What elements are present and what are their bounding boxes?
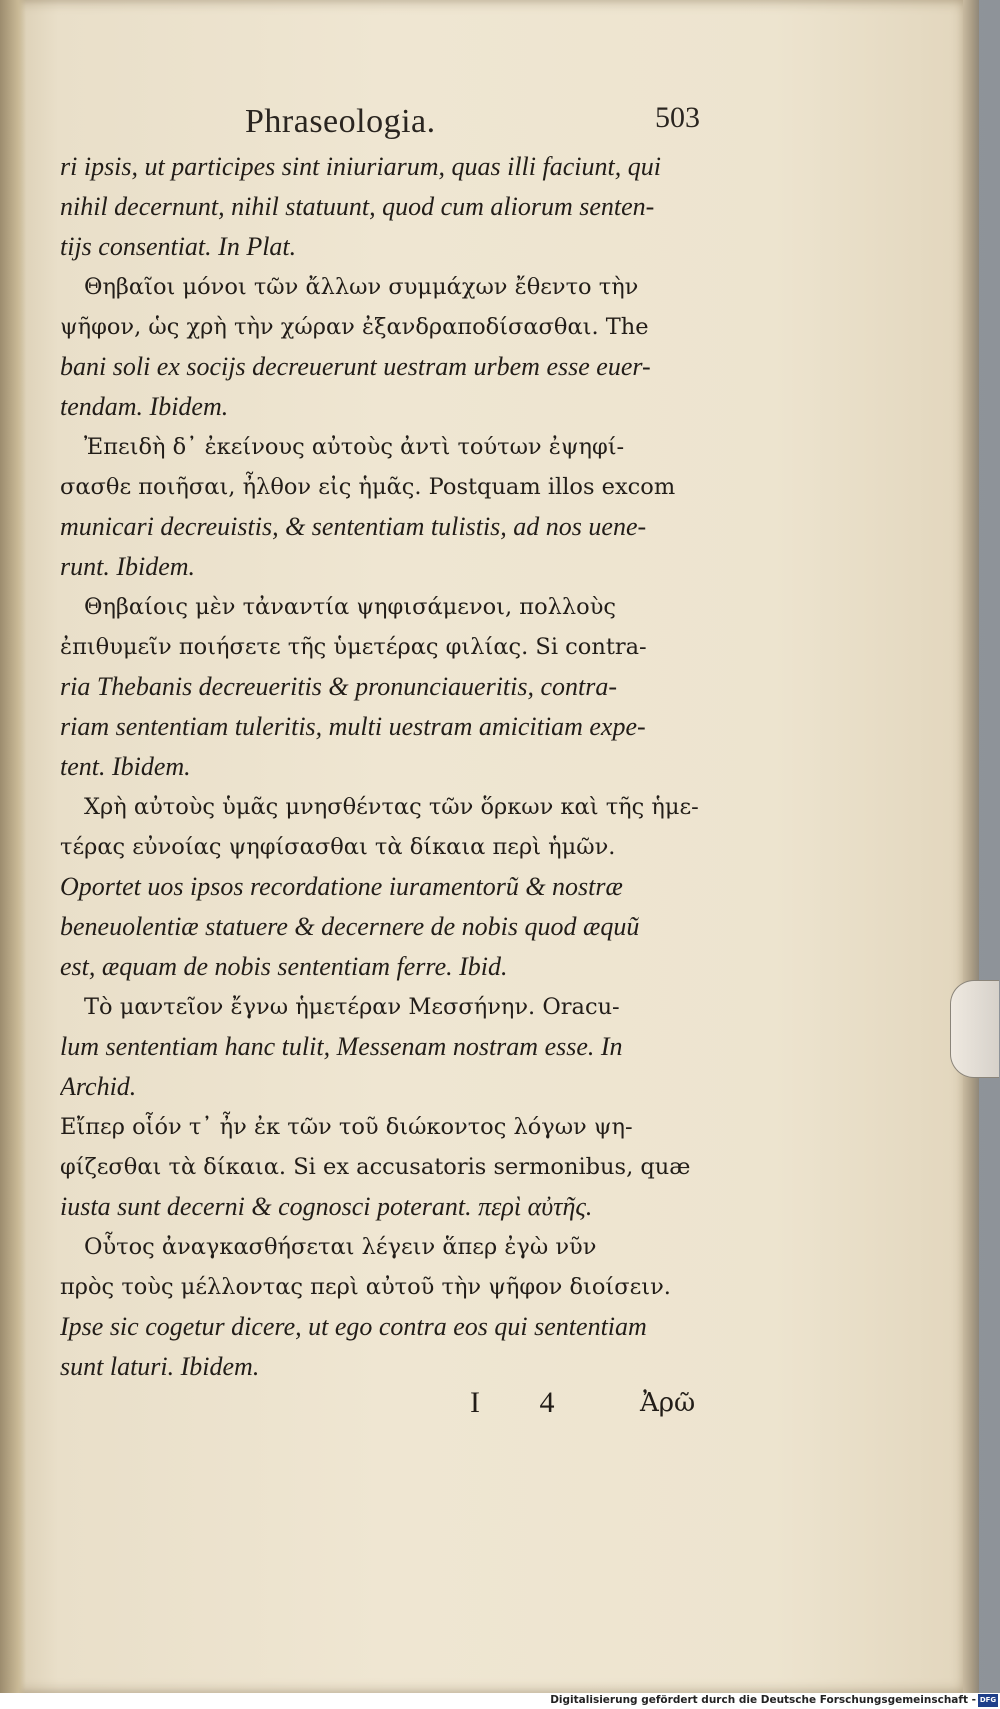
text-line: Oportet uos ipsos recordatione iuramentorũ & nostræ (60, 872, 623, 901)
page-header (245, 103, 700, 143)
text-line: ἐπιθυμεῖν ποιήσετε τῆς ὑμετέρας φιλίας. Si contra- (60, 634, 647, 660)
digitization-credit: Digitalisierung gefördert durch die Deutsche Forschungsgemeinschaft - (550, 1694, 976, 1706)
text-line: tent. Ibidem. (60, 752, 191, 781)
running-title: Phraseologia. (245, 103, 436, 140)
text-line: σασθε ποιῆσαι, ἦλθον εἰς ἡμᾶς. Postquam illos excom (60, 474, 676, 500)
text-line: Ἐπειδὴ δ᾽ ἐκείνους αὐτοὺς ἀντὶ τούτων ἐψηφί- (84, 434, 625, 460)
text-line: runt. Ibidem. (60, 552, 196, 581)
folio-number: 503 (655, 101, 700, 134)
catchword: Ἀρῶ (640, 1388, 696, 1418)
text-line: ri ipsis, ut participes sint iniuriarum, quas illi faciunt, qui (60, 152, 661, 181)
dfg-logo: DFG (978, 1694, 998, 1707)
text-line: Οὗτος ἀναγκασθήσεται λέγειν ἅπερ ἐγὼ νῦν (84, 1234, 597, 1260)
text-line: Χρὴ αὐτοὺς ὑμᾶς μνησθέντας τῶν ὅρκων καὶ τῆς ἡμε- (84, 794, 699, 820)
text-line: bani soli ex socijs decreuerunt uestram urbem esse euer- (60, 352, 651, 381)
text-line: municari decreuistis, & sententiam tulistis, ad nos uene- (60, 512, 647, 541)
scan-footer (0, 1693, 1000, 1709)
text-line: ria Thebanis decreueritis & pronunciaueritis, contra- (60, 672, 618, 701)
text-line: φίζεσθαι τὰ δίκαια. Si ex accusatoris sermonibus, quæ (60, 1154, 691, 1180)
text-line: tijs consentiat. In Plat. (60, 232, 297, 261)
text-line: Θηβαῖοι μόνοι τῶν ἄλλων συμμάχων ἔθεντο τὴν (84, 274, 639, 300)
text-line: sunt laturi. Ibidem. (60, 1352, 260, 1381)
signature-mark: I 4 (470, 1386, 581, 1419)
page-tab (950, 980, 999, 1078)
text-line: est, æquam de nobis sententiam ferre. Ibid. (60, 952, 508, 981)
text-line: lum sententiam hanc tulit, Messenam nostram esse. In (60, 1032, 623, 1061)
page-edge (963, 0, 979, 1693)
text-line: Ipse sic cogetur dicere, ut ego contra eos qui sententiam (60, 1312, 647, 1341)
text-line: ψῆφον, ὡς χρὴ τὴν χώραν ἐξανδραποδίσασθαι. The (60, 314, 649, 340)
text-line: Εἴπερ οἷόν τ᾽ ἦν ἐκ τῶν τοῦ διώκοντος λόγων ψη- (60, 1114, 633, 1140)
text-line: beneuolentiæ statuere & decernere de nobis quod æquũ (60, 912, 640, 941)
text-line: iusta sunt decerni & cognosci poterant. περὶ αὐτῆς. (60, 1192, 593, 1221)
text-line: Τὸ μαντεῖον ἔγνω ἡμετέραν Μεσσήνην. Oracu- (84, 994, 620, 1020)
text-line: πρὸς τοὺς μέλλοντας περὶ αὐτοῦ τὴν ψῆφον διοίσειν. (60, 1274, 671, 1300)
text-line: tendam. Ibidem. (60, 392, 229, 421)
text-line: τέρας εὐνοίας ψηφίσασθαι τὰ δίκαια περὶ ἡμῶν. (60, 834, 616, 860)
body-text (60, 147, 710, 1387)
page-gutter (0, 0, 26, 1693)
text-line: Archid. (60, 1072, 137, 1101)
text-line: nihil decernunt, nihil statuunt, quod cum aliorum senten- (60, 192, 655, 221)
text-line: riam sententiam tuleritis, multi uestram amicitiam expe- (60, 712, 646, 741)
text-line: Θηβαίοις μὲν τἀναντία ψηφισάμενοι, πολλοὺς (84, 594, 616, 620)
